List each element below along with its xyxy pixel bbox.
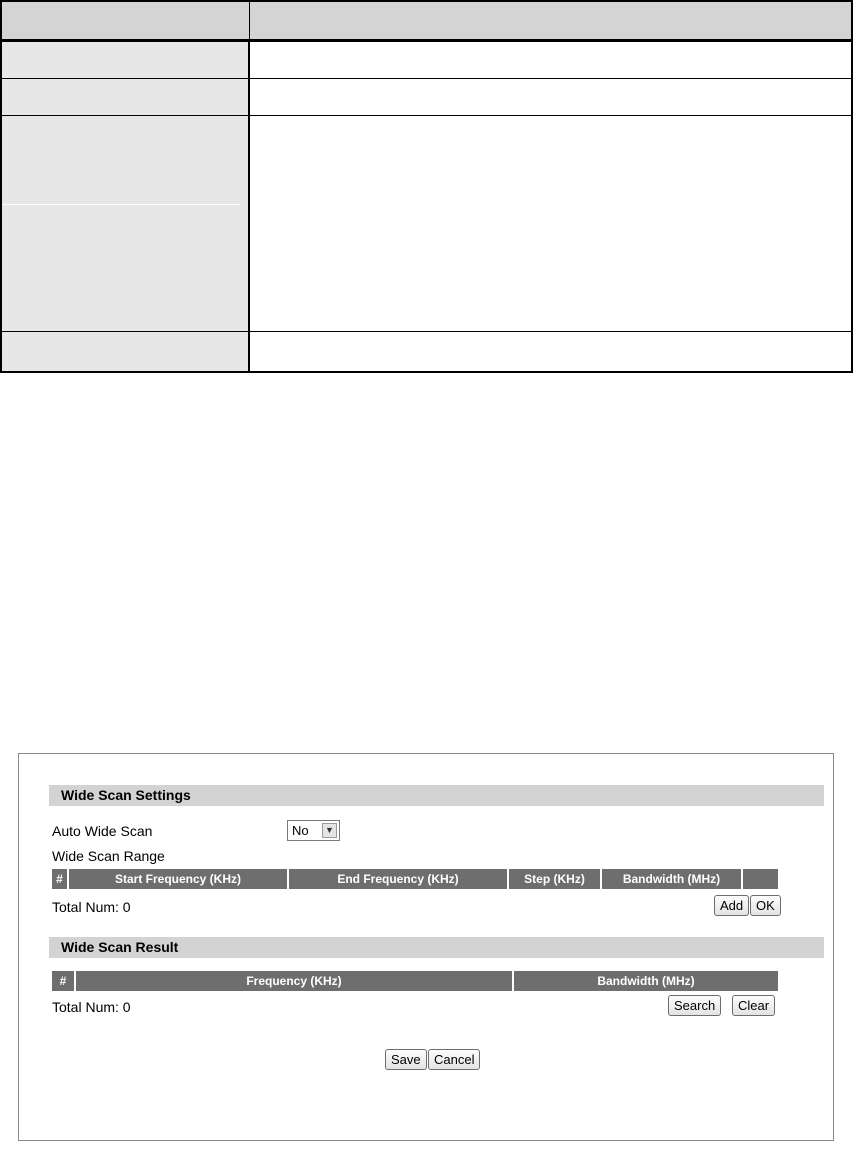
ok-button[interactable]: OK [750, 895, 781, 916]
column-header-end-frequency: End Frequency (KHz) [289, 869, 507, 889]
column-header-index: # [52, 869, 67, 889]
table-cell-right [249, 78, 852, 115]
table-cell-left [1, 332, 249, 372]
column-header-action [743, 869, 778, 889]
table-cell-right [249, 116, 852, 332]
table-header-cell-right [249, 1, 852, 40]
add-button[interactable]: Add [714, 895, 749, 916]
table-cell-right [249, 332, 852, 372]
wide-scan-panel [18, 753, 834, 1141]
document-table [0, 0, 853, 373]
wide-scan-settings-title: Wide Scan Settings [49, 785, 824, 806]
wide-scan-range-label: Wide Scan Range [52, 848, 165, 864]
table-row [1, 332, 852, 372]
column-header-index: # [52, 971, 74, 991]
wide-scan-result-title: Wide Scan Result [49, 937, 824, 958]
column-header-bandwidth: Bandwidth (MHz) [514, 971, 778, 991]
wide-scan-range-header [52, 869, 778, 889]
table-cell-right [249, 40, 852, 78]
table-cell-left [1, 78, 249, 115]
table-row [1, 116, 852, 332]
clear-button[interactable]: Clear [732, 995, 775, 1016]
table-header-row [1, 1, 852, 40]
search-button[interactable]: Search [668, 995, 721, 1016]
chevron-down-icon[interactable]: ▼ [322, 823, 337, 838]
cancel-button[interactable]: Cancel [428, 1049, 480, 1070]
settings-total-num: Total Num: 0 [52, 899, 131, 915]
column-header-frequency: Frequency (KHz) [76, 971, 512, 991]
auto-wide-scan-select[interactable] [287, 820, 340, 841]
auto-wide-scan-value: No [292, 823, 309, 838]
table-cell-left [1, 40, 249, 78]
table-header-cell-left [1, 1, 249, 40]
column-header-step: Step (KHz) [509, 869, 600, 889]
result-total-num: Total Num: 0 [52, 999, 131, 1015]
table-row [1, 40, 852, 78]
column-header-start-frequency: Start Frequency (KHz) [69, 869, 287, 889]
wide-scan-result-header [52, 971, 778, 991]
table-cell-left [1, 116, 249, 332]
column-header-bandwidth: Bandwidth (MHz) [602, 869, 741, 889]
table-row [1, 78, 852, 115]
save-button[interactable]: Save [385, 1049, 427, 1070]
auto-wide-scan-label: Auto Wide Scan [52, 823, 153, 839]
